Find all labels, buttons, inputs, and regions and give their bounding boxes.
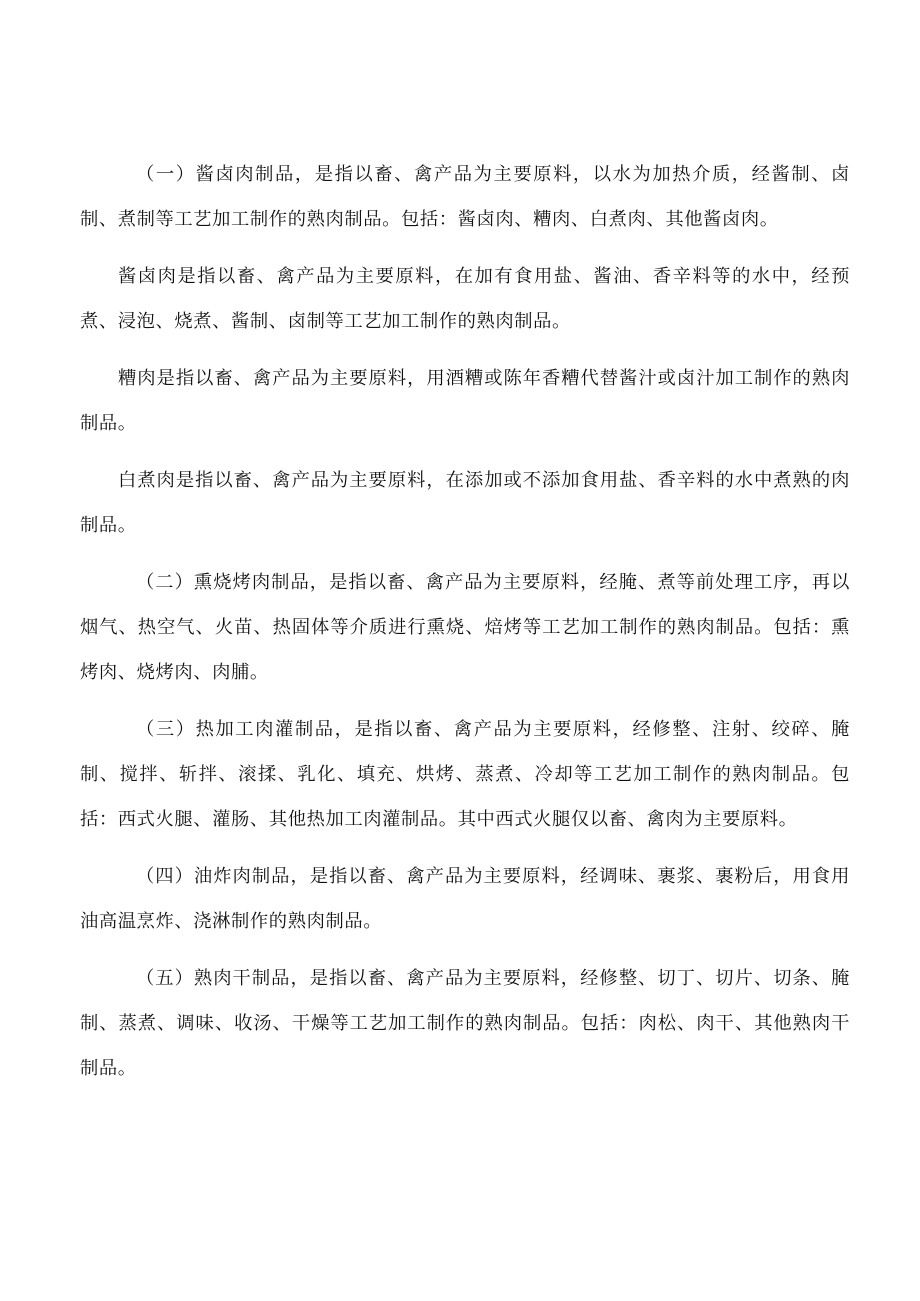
- document-page: [80, 152, 850, 1103]
- paragraph-heat-processed-sausage-products: （三）热加工肉灌制品，是指以畜、禽产品为主要原料，经修整、注射、绞碎、腌制、搅拌、斩拌、滚揉、乳化、填充、烘烤、蒸煮、冷却等工艺加工制作的熟肉制品。包括：西式火腿、灌肠、其他热加工肉灌制品。其中西式火腿仅以畜、禽肉为主要原料。: [80, 719, 850, 830]
- paragraph-distillers-grain-meat-definition: 糟肉是指以畜、禽产品为主要原料，用酒糟或陈年香糟代替酱汁或卤汁加工制作的熟肉制品。: [80, 368, 850, 434]
- paragraph-smoked-roasted-meat-products: （二）熏烧烤肉制品，是指以畜、禽产品为主要原料，经腌、煮等前处理工序，再以烟气、热空气、火苗、热固体等介质进行熏烧、焙烤等工艺加工制作的熟肉制品。包括：熏烤肉、烧烤肉、肉脯。: [80, 572, 850, 683]
- paragraph-dried-cooked-meat-products: （五）熟肉干制品，是指以畜、禽产品为主要原料，经修整、切丁、切片、切条、腌制、蒸煮、调味、收汤、干燥等工艺加工制作的熟肉制品。包括：肉松、肉干、其他熟肉干制品。: [80, 968, 850, 1079]
- paragraph-boiled-meat-definition: 白煮肉是指以畜、禽产品为主要原料，在添加或不添加食用盐、香辛料的水中煮熟的肉制品。: [80, 470, 850, 536]
- paragraph-sauce-braised-meat-products: （一）酱卤肉制品，是指以畜、禽产品为主要原料，以水为加热介质，经酱制、卤制、煮制等工艺加工制作的熟肉制品。包括：酱卤肉、糟肉、白煮肉、其他酱卤肉。: [80, 164, 850, 230]
- paragraph-fried-meat-products: （四）油炸肉制品，是指以畜、禽产品为主要原料，经调味、裹浆、裹粉后，用食用油高温烹炸、浇淋制作的熟肉制品。: [80, 866, 850, 932]
- paragraph-sauce-braised-meat-definition: 酱卤肉是指以畜、禽产品为主要原料，在加有食用盐、酱油、香辛料等的水中，经预煮、浸泡、烧煮、酱制、卤制等工艺加工制作的熟肉制品。: [80, 266, 850, 332]
